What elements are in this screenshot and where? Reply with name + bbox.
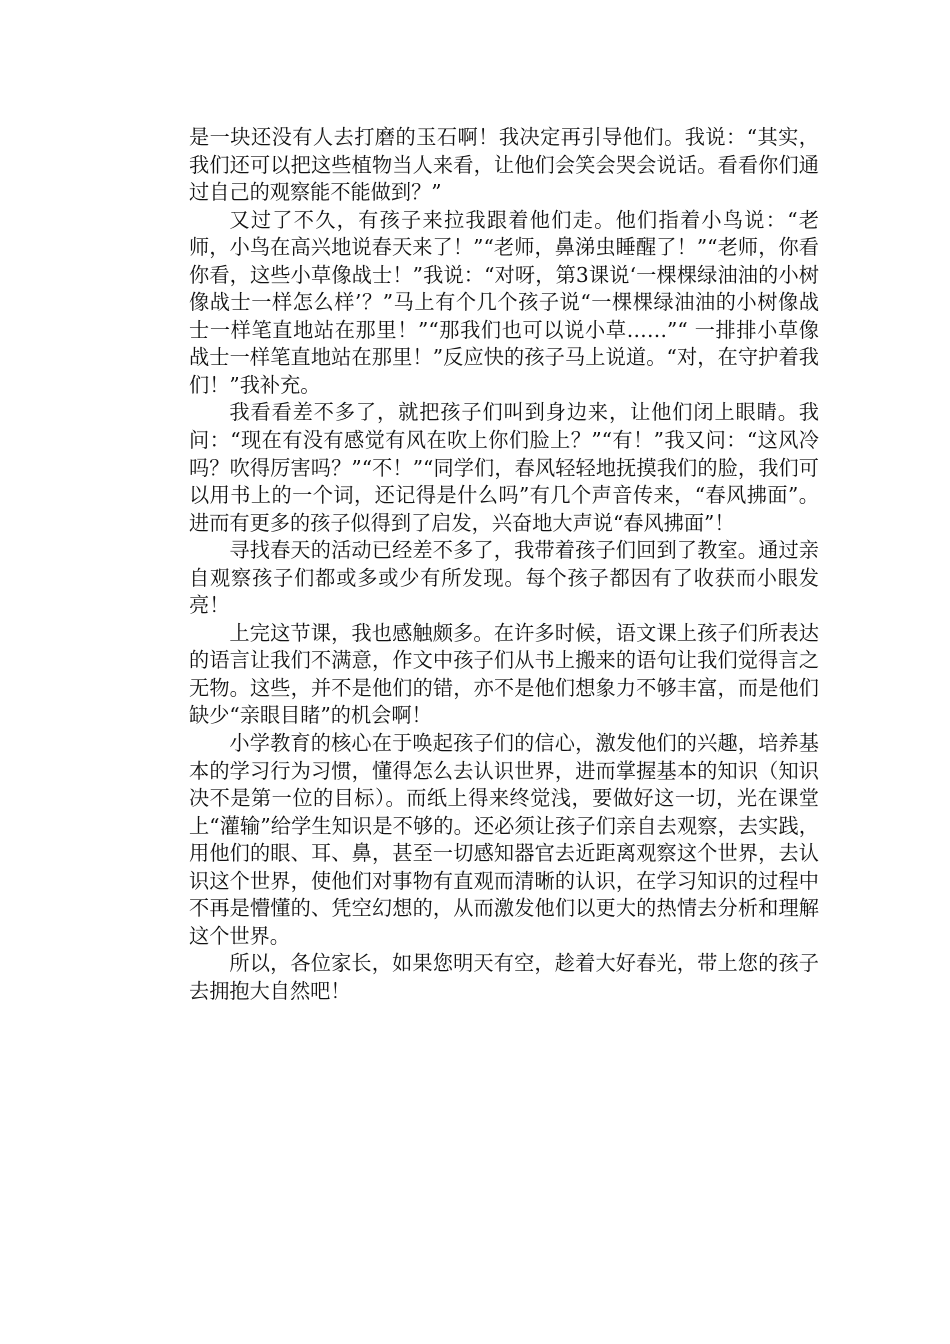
paragraph-1: 是一块还没有人去打磨的玉石啊！我决定再引导他们。我说：“其实，我们还可以把这些植物当人来看，让他们会笑会哭会说话。看看你们通过自己的观察能不能做到？” [189,125,819,205]
paragraph-7: 所以，各位家长，如果您明天有空，趁着大好春光，带上您的孩子去拥抱大自然吧！ [189,951,819,1003]
paragraph-4: 寻找春天的活动已经差不多了，我带着孩子们回到了教室。通过亲自观察孩子们都或多或少有所发现。每个孩子都因有了收获而小眼发亮！ [189,538,819,618]
document-page [189,124,819,1006]
paragraph-3: 我看看差不多了，就把孩子们叫到身边来，让他们闭上眼睛。我问：“现在有没有感觉有风在吹上你们脸上？”“有！”我又问：“这风冷吗？吹得厉害吗？”“不！”“同学们，春风轻轻地抚摸我们的脸，我们可以用书上的一个词，还记得是什么吗”有几个声音传来，“春风拂面”。进而有更多的孩子似得到了启发，兴奋地大声说“春风拂面”！ [189,400,819,535]
paragraph-5: 上完这节课，我也感触颇多。在许多时候，语文课上孩子们所表达的语言让我们不满意，作文中孩子们从书上搬来的语句让我们觉得言之无物。这些，并不是他们的错，亦不是他们想象力不够丰富，而是他们缺少“亲眼目睹”的机会啊！ [189,620,819,728]
paragraph-2: 又过了不久，有孩子来拉我跟着他们走。他们指着小鸟说：“老师，小鸟在高兴地说春天来了！”“老师，鼻涕虫睡醒了！”“老师，你看你看，这些小草像战士！”我说：“对呀，第3课说‘一棵棵绿油油的小树像战士一样怎么样’？”马上有个几个孩子说“一棵棵绿油油的小树像战士一样笔直地站在那里！”“那我们也可以说小草……”“ 一排排小草像战士一样笔直地站在那里！”反应快的孩子马上说道。“对，在守护着我们！”我补充。 [189,207,819,397]
paragraph-6: 小学教育的核心在于唤起孩子们的信心，激发他们的兴趣，培养基本的学习行为习惯，懂得怎么去认识世界，进而掌握基本的知识（知识决不是第一位的目标）。而纸上得来终觉浅，要做好这一切，光在课堂上“灌输”给学生知识是不够的。还必须让孩子们亲自去观察，去实践，用他们的眼、耳、鼻，甚至一切感知器官去近距离观察这个世界，去认识这个世界，使他们对事物有直观而清晰的认识，在学习知识的过程中不再是懵懂的、凭空幻想的，从而激发他们以更大的热情去分析和理解这个世界。 [189,731,819,948]
